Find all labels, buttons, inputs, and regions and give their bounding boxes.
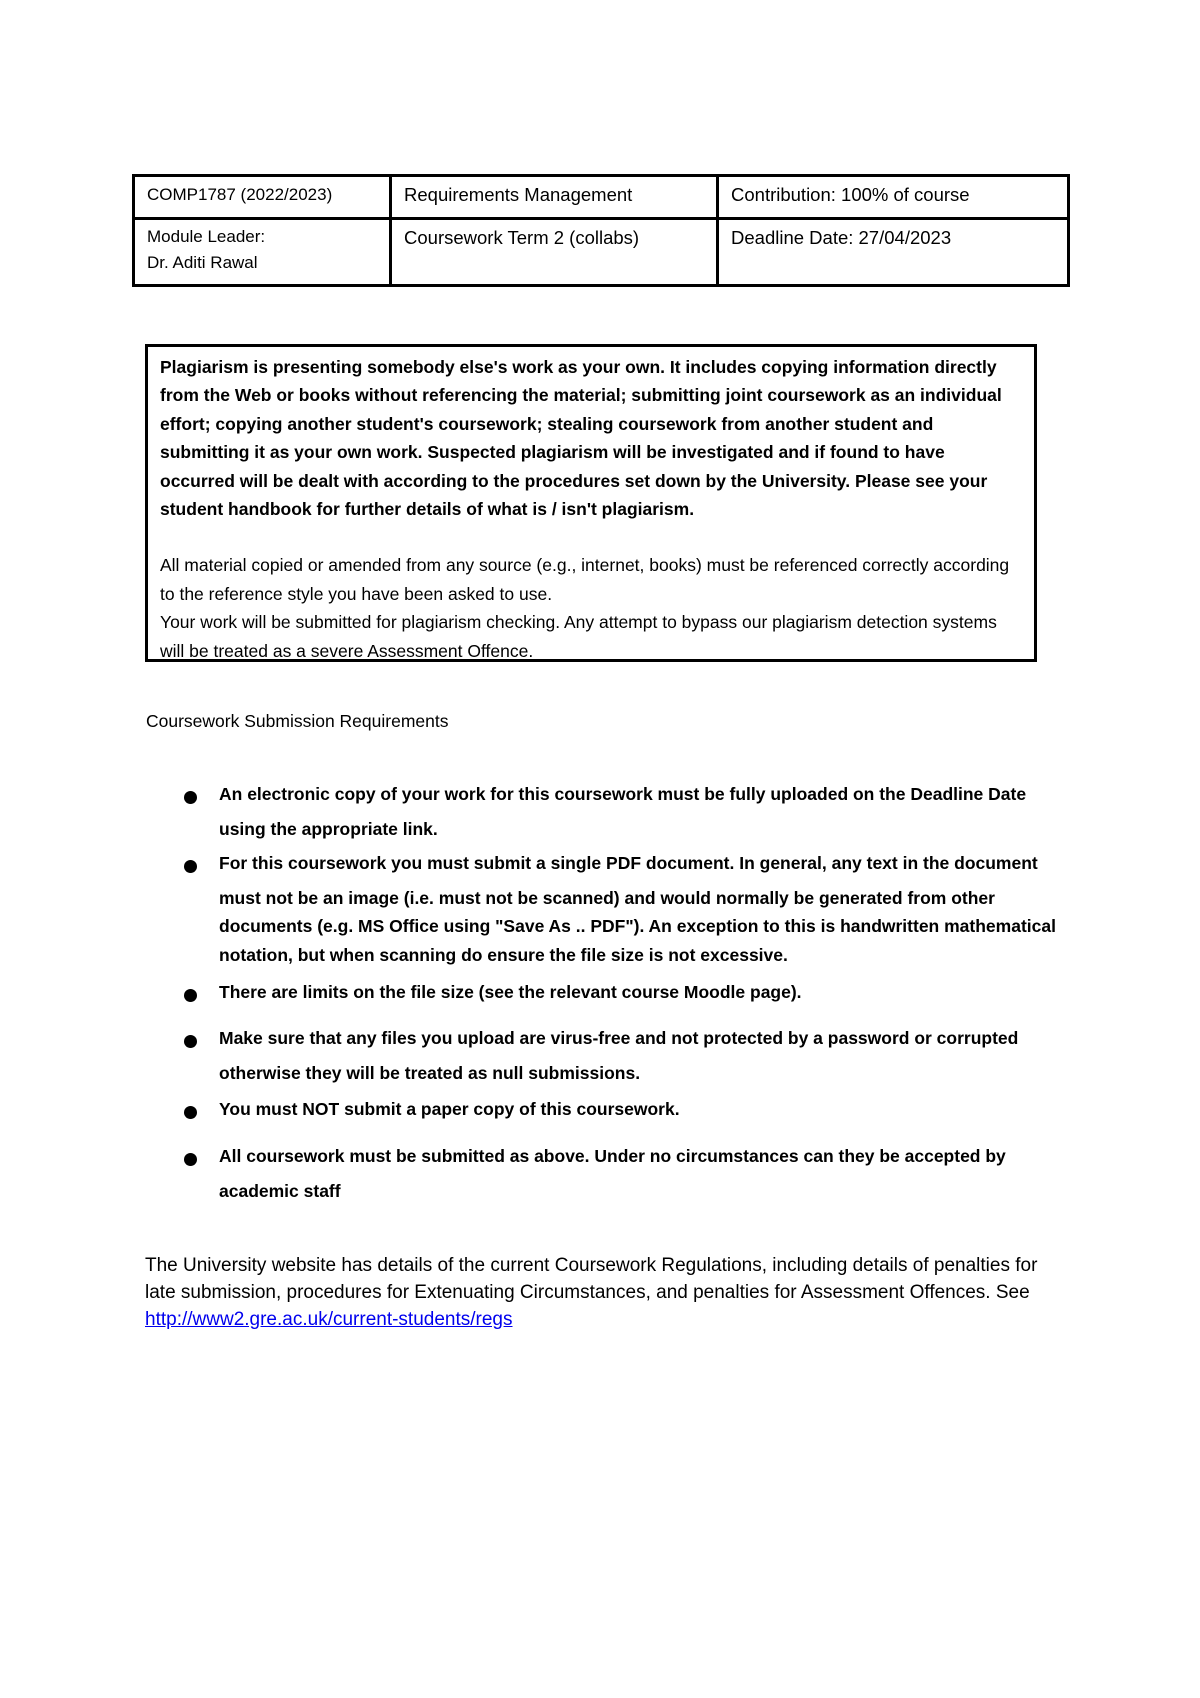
bullet-icon (184, 989, 197, 1002)
contribution-cell (718, 176, 1069, 219)
list-item-text: All coursework must be submitted as above. Under no circumstances can they be accepted by (219, 1145, 1006, 1166)
list-item (146, 780, 1066, 843)
bullet-icon (184, 791, 197, 804)
plagiarism-check-notice: Your work will be submitted for plagiarism checking. Any attempt to bypass our plagiarism detection systems will be treated as a severe Assessment Offence. (160, 612, 997, 661)
coursework-term: Coursework Term 2 (collabs) (404, 227, 640, 248)
list-item-text-continued: otherwise they will be treated as null submissions. (219, 1062, 641, 1083)
list-item-text: There are limits on the file size (see the relevant course Moodle page). (219, 981, 802, 1002)
course-info-table (132, 174, 1070, 287)
list-item-text: Make sure that any files you upload are virus-free and not protected by a password or corrupted (219, 1028, 1019, 1049)
course-code: COMP1787 (2022/2023) (147, 185, 333, 204)
bullet-icon (184, 1153, 197, 1166)
bullet-icon (184, 860, 197, 873)
plagiarism-notice-box (145, 344, 1037, 662)
module-title: Requirements Management (404, 184, 633, 205)
course-code-cell (134, 176, 391, 219)
list-item-text-continued: must not be an image (i.e. must not be scanned) and would normally be generated from other documents (e.g. MS Office using "Save As .. PDF"). An exception to this is handwritten mathematical notation, but when scanning do ensure the file size is not excessive. (219, 887, 1056, 965)
regulations-text: The University website has details of the current Coursework Regulations, including details of penalties for late submission, procedures for Extenuating Circumstances, and penalties for Assessment Offences. See (145, 1255, 1038, 1303)
deadline-date: Deadline Date: 27/04/2023 (731, 227, 952, 248)
module-leader-name: Dr. Aditi Rawal (147, 253, 258, 272)
list-item (146, 1095, 1066, 1124)
regulations-paragraph (145, 1252, 1045, 1333)
module-title-cell (391, 176, 718, 219)
list-item-text: You must NOT submit a paper copy of this coursework. (219, 1099, 680, 1120)
contribution: Contribution: 100% of course (731, 184, 970, 205)
module-leader-cell (134, 219, 391, 286)
list-item (146, 1024, 1066, 1087)
plagiarism-definition: Plagiarism is presenting somebody else's work as your own. It includes copying information directly from the Web or books without referencing the material; submitting joint coursework as an individual effort; copying another student's coursework; stealing coursework from another student and submitting it as your own work. Suspected plagiarism will be investigated and if found to have occurred will be dealt with according to the procedures set down by the University. Please see your student handbook for further details of what is / isn't plagiarism. (160, 357, 1002, 520)
deadline-cell (718, 219, 1069, 286)
bullet-icon (184, 1035, 197, 1048)
course-info-row (134, 176, 1069, 219)
submission-requirements-heading: Coursework Submission Requirements (146, 711, 449, 731)
list-item-text-continued: using the appropriate link. (219, 818, 438, 839)
course-info-row (134, 219, 1069, 286)
list-item (146, 1142, 1066, 1205)
bullet-icon (184, 1106, 197, 1119)
submission-requirements-list (146, 780, 1066, 1205)
paragraph-gap (160, 523, 1022, 551)
list-item-text: An electronic copy of your work for this coursework must be fully uploaded on the Deadline Date (219, 784, 1027, 804)
referencing-notice: All material copied or amended from any source (e.g., internet, books) must be referenced correctly according to the reference style you have been asked to use. (160, 555, 1010, 604)
list-item-text-continued: academic staff (219, 1180, 341, 1201)
list-item-text: For this coursework you must submit a single PDF document. In general, any text in the document (219, 853, 1038, 874)
regulations-link[interactable]: http://www2.gre.ac.uk/current-students/regs (145, 1309, 513, 1330)
module-leader-label: Module Leader: (147, 227, 266, 246)
list-item (146, 978, 1066, 1007)
list-item (146, 849, 1066, 969)
coursework-term-cell (391, 219, 718, 286)
